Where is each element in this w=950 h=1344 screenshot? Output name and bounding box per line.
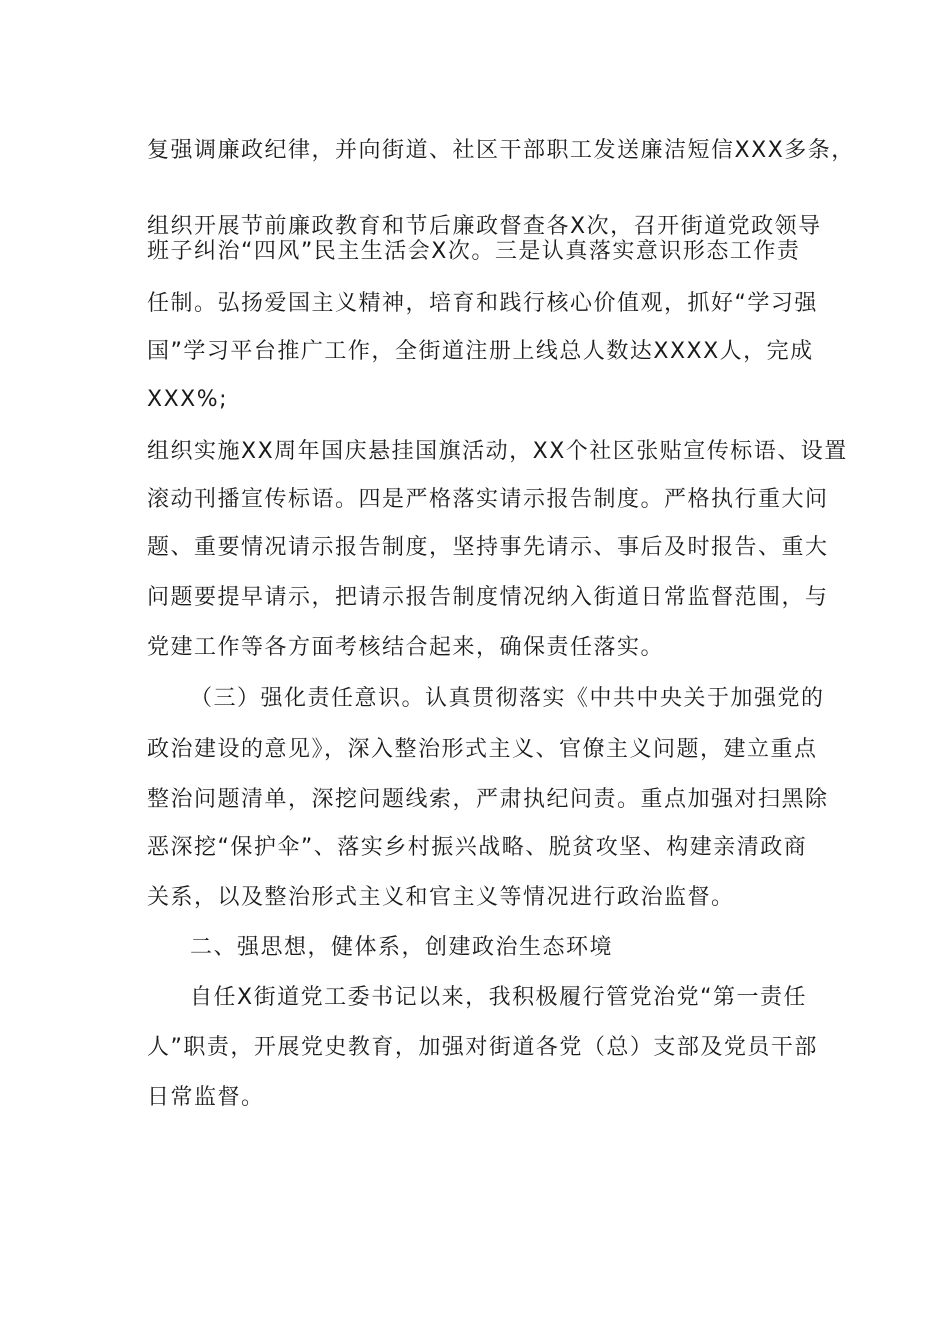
text-line-20: 日常监督。: [147, 1085, 265, 1110]
text-line-5: 国”学习平台推广工作，全街道注册上线总人数达XXXX人，完成: [147, 339, 814, 364]
section-heading-2: 二、强思想，健体系，创建政治生态环境: [190, 935, 614, 960]
text-line-19: 人”职责，开展党史教育，加强对街道各党（总）支部及党员干部: [147, 1035, 818, 1060]
text-line-16: 关系，以及整治形式主义和官主义等情况进行政治监督。: [147, 885, 735, 910]
text-line-6: XXX%;: [147, 387, 229, 412]
text-line-15: 恶深挖“保护伞”、落实乡村振兴战略、脱贫攻坚、构建亲清政商: [147, 835, 808, 860]
text-line-4: 任制。弘扬爱国主义精神，培育和践行核心价值观，抓好“学习强: [147, 291, 818, 316]
text-line-2: 组织开展节前廉政教育和节后廉政督查各X次，召开街道党政领导: [147, 214, 822, 239]
text-line-14: 整治问题清单，深挖问题线索，严肃执纪问责。重点加强对扫黑除: [147, 787, 829, 812]
text-line-18: 自任X街道党工委书记以来，我积极履行管党治党“第一责任: [190, 985, 807, 1010]
section-3-heading-line: （三）强化责任意识。认真贯彻落实《中共中央关于加强党的: [190, 686, 825, 711]
text-line-10: 问题要提早请示，把请示报告制度情况纳入街道日常监督范围，与: [147, 585, 829, 610]
text-line-8: 滚动刊播宣传标语。四是严格落实请示报告制度。严格执行重大问: [147, 487, 829, 512]
text-line-11: 党建工作等各方面考核结合起来，确保责任落实。: [147, 635, 665, 660]
text-line-7: 组织实施XX周年国庆悬挂国旗活动，XX个社区张贴宣传标语、设置: [147, 439, 848, 464]
text-line-13: 政治建设的意见》，深入整治形式主义、官僚主义问题，建立重点: [147, 737, 818, 762]
text-line-9: 题、重要情况请示报告制度，坚持事先请示、事后及时报告、重大: [147, 535, 829, 560]
text-line-3: 班子纠治“四风”民主生活会X次。三是认真落实意识形态工作责: [147, 239, 801, 264]
text-line-1: 复强调廉政纪律，并向街道、社区干部职工发送廉洁短信XXX多条，: [147, 138, 855, 163]
